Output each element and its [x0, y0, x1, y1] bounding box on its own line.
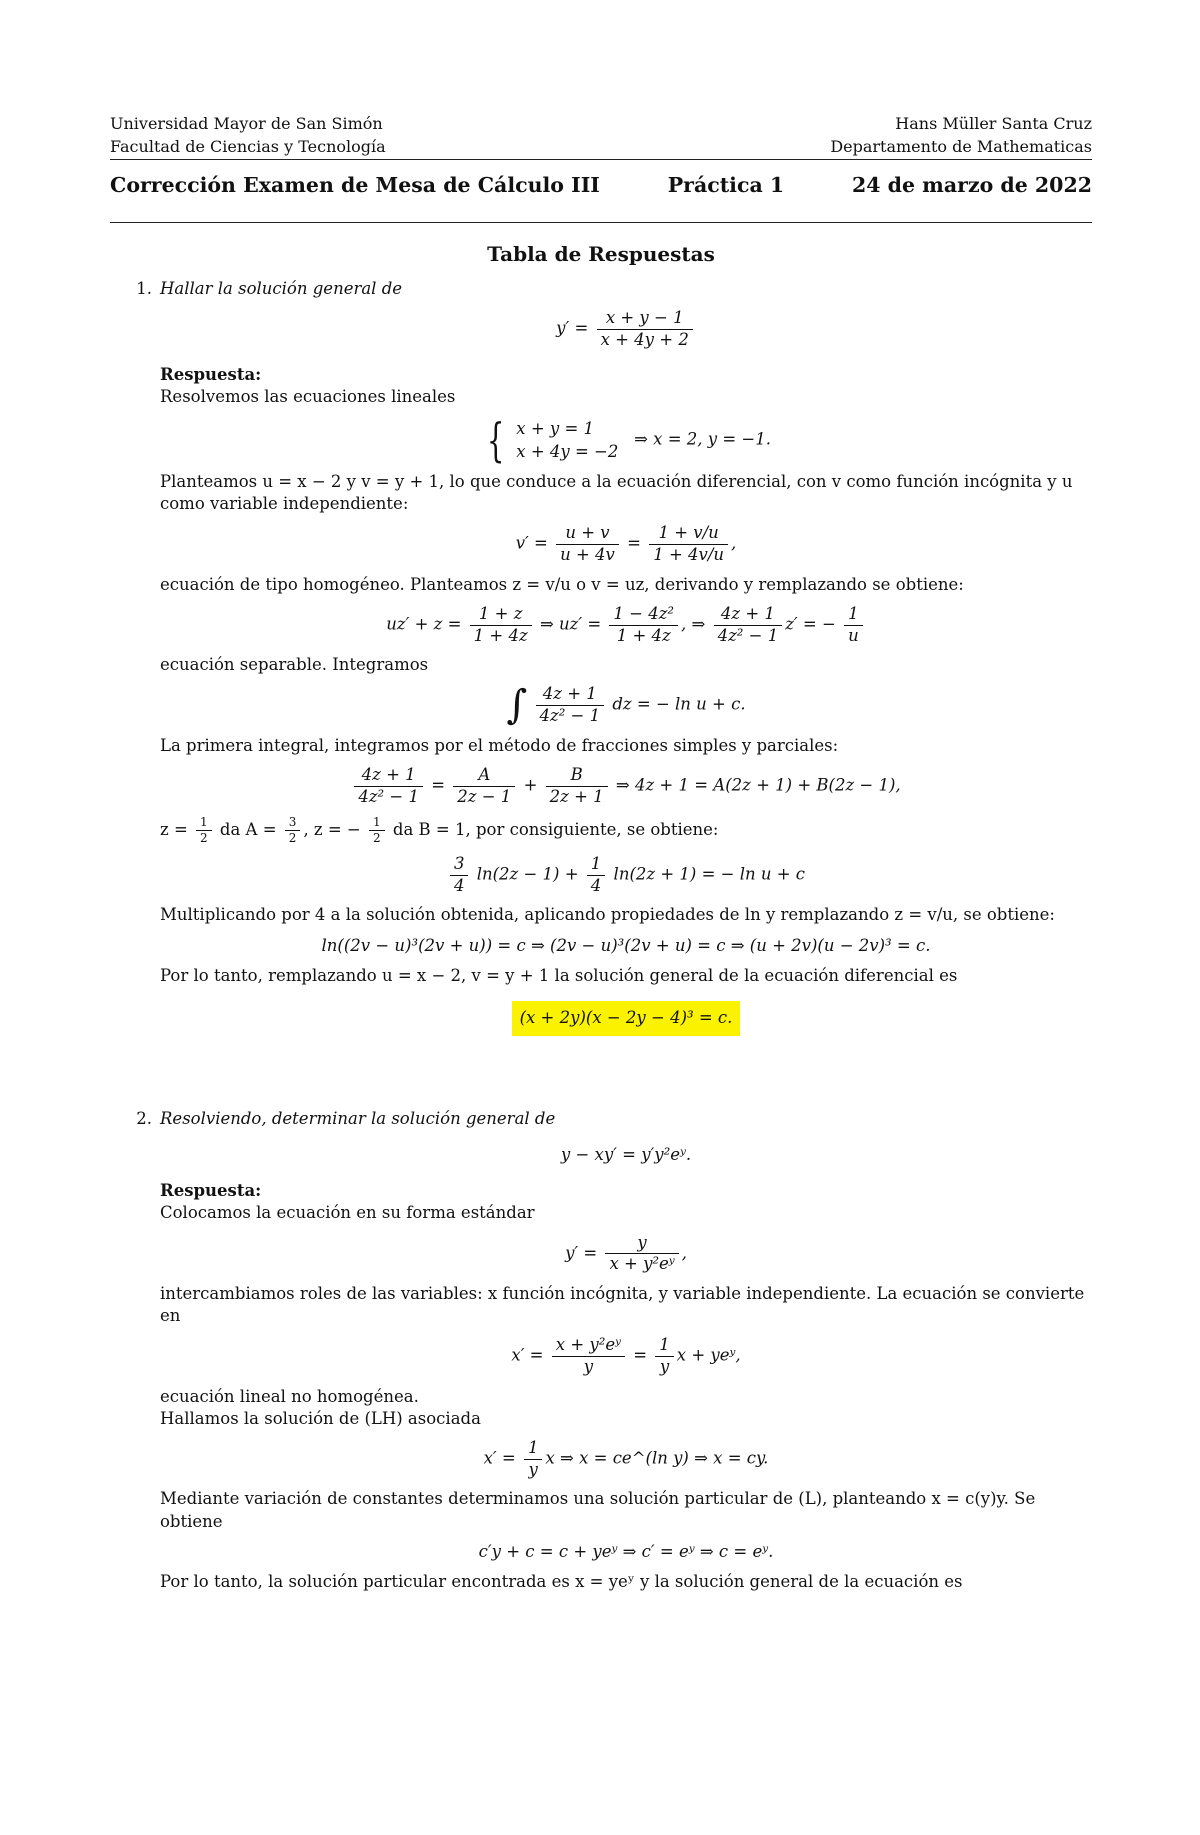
eq-part: = [627, 534, 641, 554]
department-name: Departamento de Mathematicas [830, 137, 1092, 156]
eq-part: ln(2z − 1) + [476, 864, 579, 884]
paragraph: Resolvemos las ecuaciones lineales [160, 387, 456, 407]
problem-number: 2. [136, 1108, 152, 1128]
author-name: Hans Müller Santa Cruz [895, 114, 1092, 133]
eq-part: ln(2z + 1) = − ln u + c [613, 864, 806, 884]
eq-part: x′ = [511, 1346, 544, 1366]
eq-numerator: 1 + v/u [649, 523, 728, 545]
paragraph: La primera integral, integramos por el método de fracciones simples y parciales: [160, 735, 839, 755]
paragraph: ecuación separable. Integramos [160, 655, 429, 675]
answer-box [160, 1001, 1092, 1035]
eq-denominator: 1 + 4v/u [653, 545, 725, 565]
answer-label: Respuesta: [160, 365, 262, 385]
university-name: Universidad Mayor de San Simón [110, 114, 383, 133]
eq-numerator: A [453, 765, 515, 787]
title-rule [110, 222, 1092, 223]
eq-numerator: 1 − 4z² [609, 604, 678, 626]
eq-numerator: 1 [655, 1335, 674, 1357]
brace-icon: { [486, 412, 505, 467]
eq-numerator: 1 [369, 815, 385, 831]
system-result: ⇒ x = 2, y = −1. [634, 429, 771, 449]
paragraph: Multiplicando por 4 a la solución obtenida, aplicando propiedades de ln y remplazando z = v/u, se obtiene: [160, 905, 1055, 925]
eq-numerator: 1 [844, 604, 863, 626]
eq-part: = [633, 1346, 648, 1366]
eq-part: + [523, 775, 538, 795]
text-part: da B = 1, por consiguiente, se obtiene: [392, 820, 719, 840]
eq-numerator: 1 [196, 815, 212, 831]
eq-numerator: 4z + 1 [536, 684, 605, 706]
equation [160, 1233, 1092, 1275]
problem-2 [110, 1108, 1092, 1594]
eq-lhs: y′ = [556, 318, 589, 338]
eq-part: uz′ + z = [386, 614, 462, 634]
linear-system [160, 412, 1092, 467]
eq-denominator: 1 + 4z [473, 625, 528, 645]
paragraph [160, 815, 1092, 846]
document-date: 24 de marzo de 2022 [852, 173, 1092, 197]
paragraph: ecuación lineal no homogénea. [160, 1386, 419, 1406]
eq-part: = [431, 775, 446, 795]
eq-denominator: 2 [200, 831, 208, 846]
answer-label: Respuesta: [160, 1181, 262, 1201]
text-part: , z = − [303, 820, 361, 840]
eq-denominator: x + y²eʸ [609, 1254, 675, 1274]
problem-number: 1. [136, 278, 152, 298]
eq-part: , [681, 1243, 687, 1263]
eq-part: , [731, 534, 737, 554]
equation [160, 765, 1092, 807]
eq-part: dz = − ln u + c. [612, 695, 746, 715]
eq-denominator: 4z² − 1 [539, 706, 601, 726]
equation: ln((2v − u)³(2v + u)) = c ⇒ (2v − u)³(2v + u) = c ⇒ (u + 2v)(u − 2v)³ = c. [321, 935, 931, 955]
eq-numerator: x + y − 1 [597, 308, 693, 330]
equation: y − xy′ = y′y²eʸ. [560, 1144, 692, 1164]
paragraph: Colocamos la ecuación en su forma estándar [160, 1203, 535, 1223]
faculty-name: Facultad de Ciencias y Tecnología [110, 137, 386, 156]
paragraph: Por lo tanto, remplazando u = x − 2, v = y + 1 la solución general de la ecuación diferencial es [160, 966, 958, 986]
document-page [110, 112, 1092, 1593]
eq-denominator: u + 4v [560, 545, 615, 565]
equation: c′y + c = c + yeʸ ⇒ c′ = eʸ ⇒ c = eʸ. [478, 1541, 774, 1561]
header-rule [110, 159, 1092, 160]
highlighted-answer: (x + 2y)(x − 2y − 4)³ = c. [512, 1001, 741, 1035]
equation [160, 1438, 1092, 1480]
equation [160, 523, 1092, 565]
paragraph: ecuación de tipo homogéneo. Planteamos z = v/u o v = uz, derivando y remplazando se obtiene: [160, 574, 964, 594]
eq-numerator: 4z + 1 [714, 604, 783, 626]
eq-denominator: 2 [288, 831, 297, 846]
document-title: Corrección Examen de Mesa de Cálculo III [110, 173, 600, 197]
eq-part: x′ = [483, 1448, 516, 1468]
equation [160, 308, 1092, 350]
eq-numerator: 4z + 1 [354, 765, 423, 787]
eq-numerator: 3 [285, 815, 301, 831]
eq-denominator: y [583, 1357, 594, 1377]
system-row: x + 4y = −2 [516, 441, 619, 461]
eq-numerator: u + v [556, 523, 619, 545]
equation [160, 682, 1092, 729]
eq-denominator: 4 [590, 875, 602, 895]
eq-numerator: x + y²eʸ [552, 1335, 625, 1357]
eq-part: v′ = [515, 534, 548, 554]
integral-icon: ∫ [506, 682, 528, 729]
eq-part: y′ = [565, 1243, 598, 1263]
text-part: da A = [219, 820, 277, 840]
eq-part: x + yeʸ, [676, 1346, 741, 1366]
eq-part: ⇒ uz′ = [539, 614, 602, 634]
eq-denominator: 4z² − 1 [358, 786, 419, 806]
practice-label: Práctica 1 [667, 173, 785, 197]
paragraph: Planteamos u = x − 2 y v = y + 1, lo que conduce a la ecuación diferencial, con v como función incógnita y u como variable independiente: [160, 471, 1073, 514]
system-row: x + y = 1 [516, 418, 595, 438]
eq-denominator: 4 [453, 875, 465, 895]
eq-denominator: 2 [373, 831, 381, 846]
eq-numerator: y [605, 1233, 678, 1255]
text-part: z = [160, 820, 188, 840]
eq-numerator: 3 [450, 854, 469, 876]
equation [160, 1335, 1092, 1377]
problem-1 [110, 278, 1092, 1044]
eq-numerator: B [546, 765, 608, 787]
equation [160, 604, 1092, 646]
eq-denominator: 4z² − 1 [717, 625, 779, 645]
page-header [110, 112, 1092, 158]
paragraph: Hallamos la solución de (LH) asociada [160, 1408, 481, 1428]
eq-denominator: 1 + 4z [616, 625, 671, 645]
paragraph: Mediante variación de constantes determinamos una solución particular de (L), planteando x = c(y)y. Se obtiene [160, 1489, 1036, 1531]
eq-numerator: 1 [587, 854, 606, 876]
equation [160, 854, 1092, 896]
problem-statement: Hallar la solución general de [160, 278, 403, 298]
paragraph: Por lo tanto, la solución particular encontrada es x = yeʸ y la solución general de la ecuación es [160, 1572, 963, 1592]
eq-numerator: 1 + z [470, 604, 532, 626]
paragraph: intercambiamos roles de las variables: x función incógnita, y variable independiente. La ecuación se convierte en [160, 1283, 1085, 1326]
eq-denominator: 2z + 1 [549, 786, 604, 806]
eq-denominator: u [848, 625, 859, 645]
eq-part: z′ = − [785, 614, 836, 634]
title-bar [110, 172, 1092, 200]
eq-numerator: 1 [524, 1438, 543, 1460]
problem-statement: Resolviendo, determinar la solución general de [160, 1108, 556, 1128]
eq-denominator: x + 4y + 2 [600, 329, 689, 349]
section-title: Tabla de Respuestas [487, 241, 715, 266]
eq-part: ⇒ 4z + 1 = A(2z + 1) + B(2z − 1), [615, 775, 901, 795]
eq-denominator: y [659, 1357, 670, 1377]
eq-part: , ⇒ [681, 614, 706, 634]
eq-denominator: y [528, 1459, 538, 1479]
eq-denominator: 2z − 1 [457, 786, 512, 806]
eq-part: x ⇒ x = ce^(ln y) ⇒ x = cy. [545, 1448, 769, 1468]
